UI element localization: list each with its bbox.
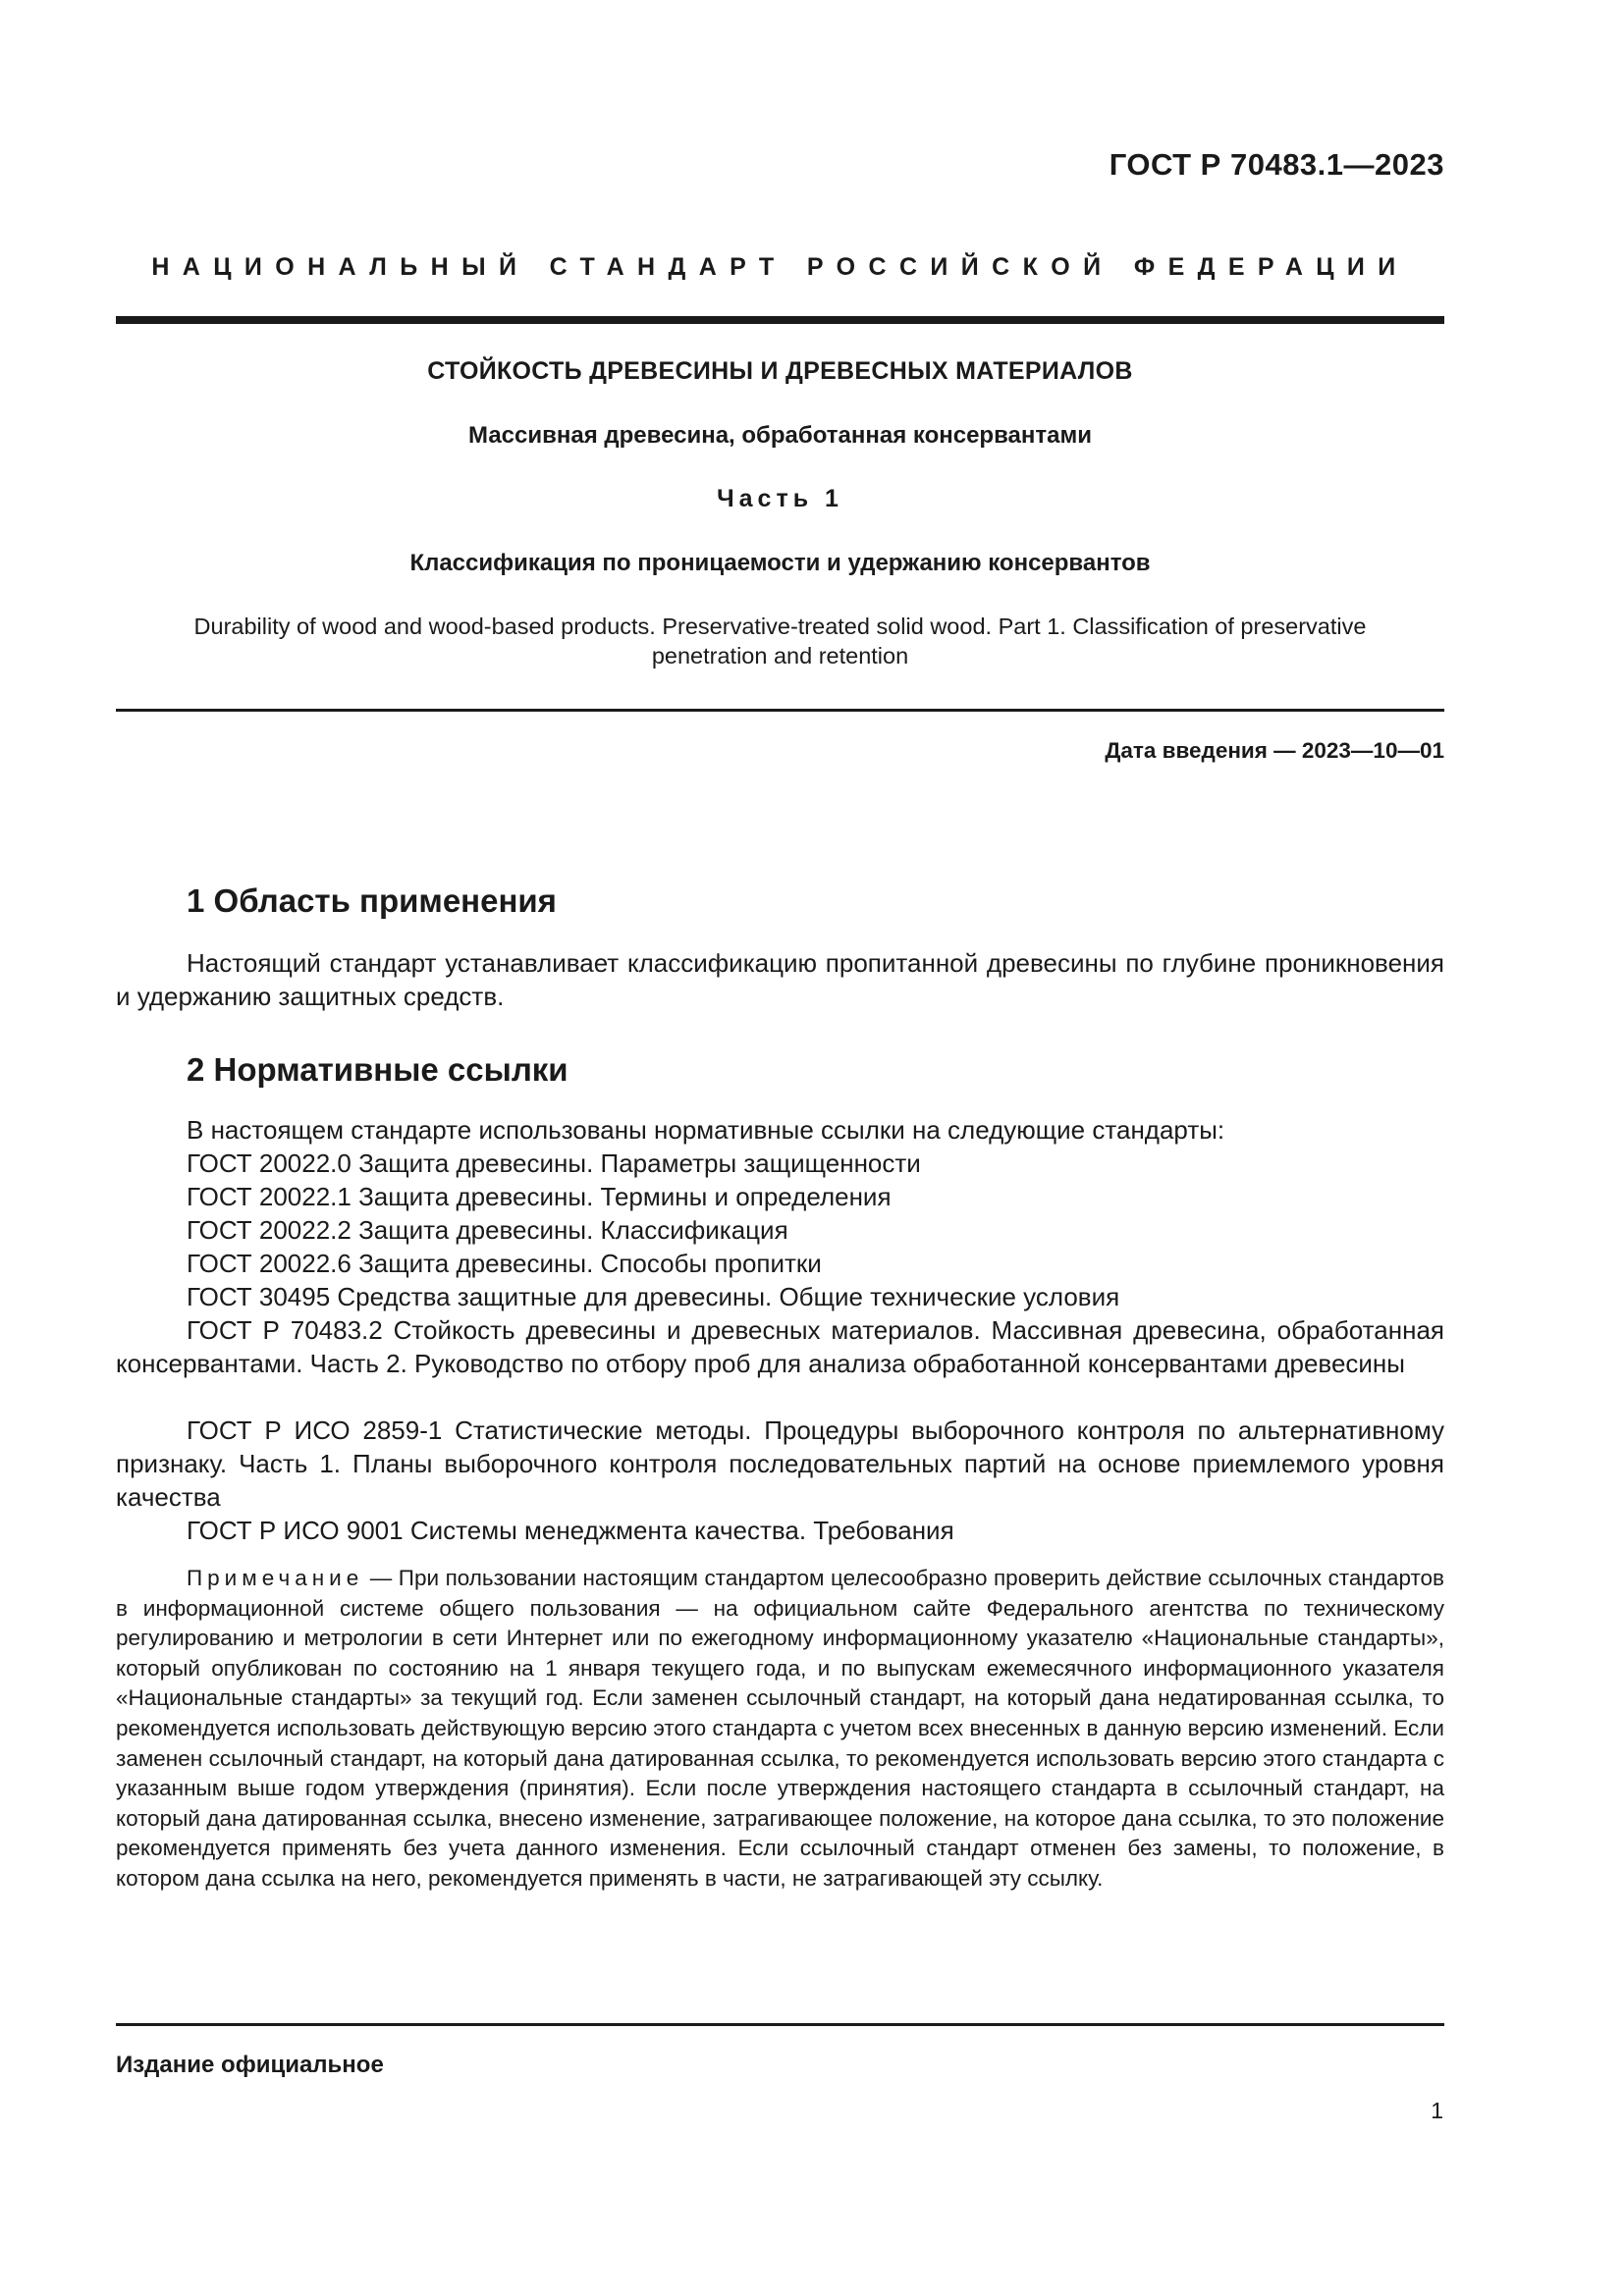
note-text: — При пользовании настоящим стандартом целесообразно проверить действие ссылочных стандартов в информационной системе общего пользования — на официальном сайте Федерального агентства по техническому регулированию и метрологии в сети Интернет или по ежегодному информационному указателю «Национальные стандарты», который опубликован по состоянию на 1 января текущего года, и по выпускам ежемесячного информационного указателя «Национальные стандарты» за текущий год. Если заменен ссылочный стандарт, на который дана недатированная ссылка, то рекомендуется использовать действующую версию этого стандарта с учетом всех внесенных в данную версию изменений. Если заменен ссылочный стандарт, на который дана датированная ссылка, то рекомендуется использовать версию этого стандарта с указанным выше годом утверждения (принятия). Если после утверждения настоящего стандарта в ссылочный стандарт, на который дана датированная ссылка, внесено изменение, затрагивающее положение, на которое дана ссылка, то это положение рекомендуется применять без учета данного изменения. Если ссылочный стандарт отменен без замены, то положение, в котором дана ссылка на него, рекомендуется применять в части, не затрагивающей эту ссылку. xyxy=(116,1566,1444,1891)
reference-item: ГОСТ Р ИСО 2859-1 Статистические методы. Процедуры выборочного контроля по альтернативному признаку. Часть 1. Планы выборочного контроля последовательных партий на основе приемлемого уровня качества xyxy=(116,1415,1444,1512)
document-title: СТОЙКОСТЬ ДРЕВЕСИНЫ И ДРЕВЕСНЫХ МАТЕРИАЛОВ xyxy=(427,357,1133,385)
edition-label: Издание официальное xyxy=(116,2052,384,2078)
header-divider xyxy=(116,316,1444,324)
english-title: Durability of wood and wood-based products. Preservative-treated solid wood. Part 1. Classification of preservative penetration and retention xyxy=(193,614,1367,668)
reference-item: ГОСТ Р 70483.2 Стойкость древесины и древесных материалов. Массивная древесина, обработанная консервантами. Часть 2. Руководство по отбору проб для анализа обработанной консервантами древесины xyxy=(116,1315,1444,1378)
part-label: Часть 1 xyxy=(717,485,843,512)
page-number: 1 xyxy=(1431,2098,1443,2123)
note-paragraph xyxy=(116,1564,1444,1895)
introduction-date: Дата введения — 2023—10—01 xyxy=(1105,738,1444,763)
section-2-intro: В настоящем стандарте использованы нормативные ссылки на следующие стандарты: xyxy=(187,1115,1225,1145)
footer-divider xyxy=(116,2023,1444,2026)
national-standard-banner: НАЦИОНАЛЬНЫЙ СТАНДАРТ РОССИЙСКОЙ ФЕДЕРАЦИИ xyxy=(151,253,1409,281)
document-code: ГОСТ Р 70483.1—2023 xyxy=(1109,147,1444,182)
note-label: Примечание xyxy=(187,1566,364,1590)
title-divider xyxy=(116,709,1444,712)
reference-item: ГОСТ 30495 Средства защитные для древесины. Общие технические условия xyxy=(187,1282,1120,1311)
part-title: Классификация по проницаемости и удержанию консервантов xyxy=(409,550,1151,576)
reference-item: ГОСТ 20022.0 Защита древесины. Параметры защищенности xyxy=(187,1148,921,1178)
reference-item: ГОСТ 20022.1 Защита древесины. Термины и определения xyxy=(187,1182,892,1211)
section-1-heading: 1 Область применения xyxy=(187,882,557,919)
section-1-text: Настоящий стандарт устанавливает классификацию пропитанной древесины по глубине проникновения и удержанию защитных средств. xyxy=(116,948,1444,1011)
document-subtitle: Массивная древесина, обработанная консервантами xyxy=(468,422,1092,449)
section-2-heading: 2 Нормативные ссылки xyxy=(187,1051,568,1088)
reference-item: ГОСТ 20022.2 Защита древесины. Классификация xyxy=(187,1215,788,1245)
reference-item: ГОСТ 20022.6 Защита древесины. Способы пропитки xyxy=(187,1249,822,1278)
reference-item: ГОСТ Р ИСО 9001 Системы менеджмента качества. Требования xyxy=(187,1516,954,1545)
